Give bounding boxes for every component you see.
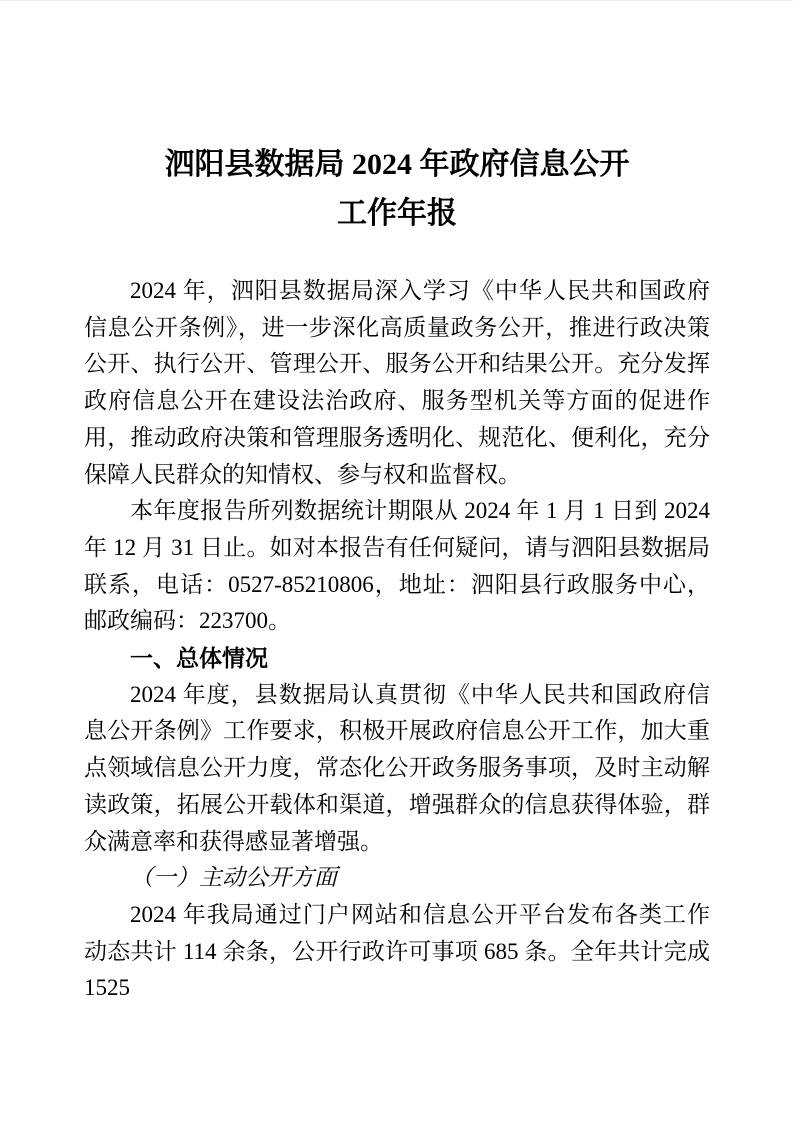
paragraph-proactive-disclosure: 2024 年我局通过门户网站和信息公开平台发布各类工作动态共计 114 余条，公开行政许可事项 685 条。全年共计完成 1525 <box>84 901 710 1001</box>
document-title-line2: 工作年报 <box>337 197 457 230</box>
paragraph-report-period-contact: 本年度报告所列数据统计期限从 2024 年 1 月 1 日到 2024 年 12 月 31 日止。如对本报告有任何疑问，请与泗阳县数据局联系，电话：0527-85210806，地址：泗阳县行政服务中心，邮政编码：223700。 <box>84 498 710 634</box>
document-title-line1: 泗阳县数据局 2024 年政府信息公开 <box>164 148 630 181</box>
paragraph-overall-situation: 2024 年度，县数据局认真贯彻《中华人民共和国政府信息公开条例》工作要求，积极开展政府信息公开工作，加大重点领域信息公开力度，常态化公开政务服务事项，及时主动解读政策，拓展公开载体和渠道，增强群众的信息获得体验，群众满意率和获得感显著增强。 <box>84 681 710 854</box>
section-heading-overall-situation: 一、总体情况 <box>130 645 268 672</box>
paragraph-intro: 2024 年，泗阳县数据局深入学习《中华人民共和国政府信息公开条例》，进一步深化高质量政务公开，推进行政决策公开、执行公开、管理公开、服务公开和结果公开。充分发挥政府信息公开在建设法治政府、服务型机关等方面的促进作用，推动政府决策和管理服务透明化、规范化、便利化，充分保障人民群众的知情权、参与权和监督权。 <box>84 278 710 487</box>
subsection-heading-proactive-disclosure: （一）主动公开方面 <box>130 865 337 891</box>
document-title <box>84 140 710 238</box>
